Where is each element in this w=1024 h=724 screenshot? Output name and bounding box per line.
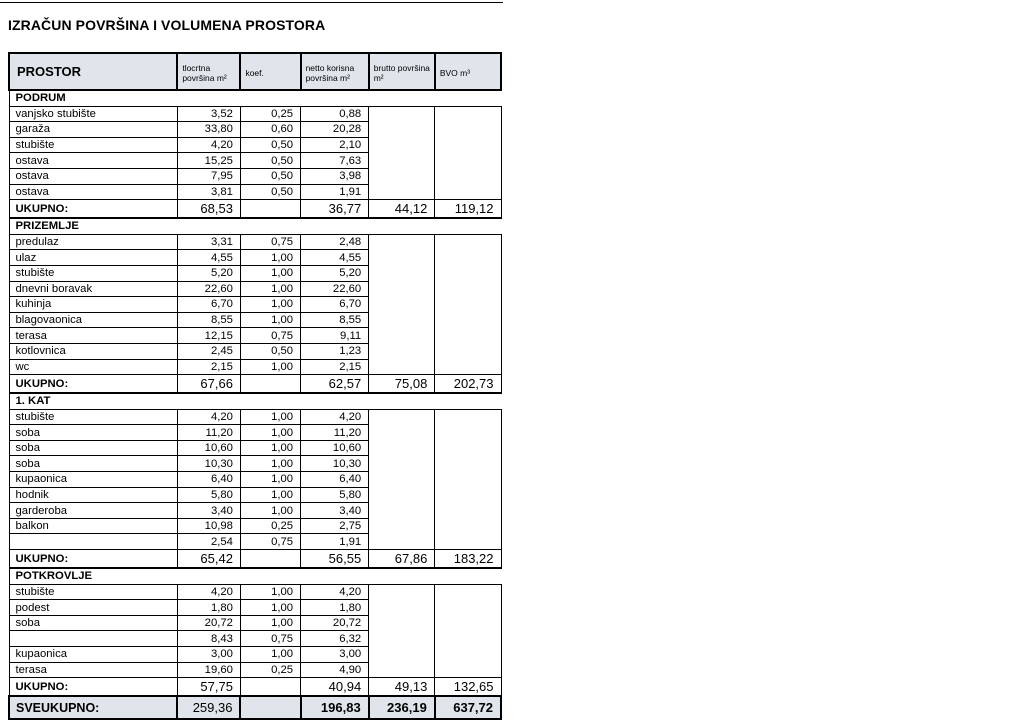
room-name-cell: terasa <box>9 328 177 344</box>
bvo-empty-cell <box>435 518 501 534</box>
table-row <box>9 343 501 359</box>
koef-cell: 1,00 <box>240 472 300 488</box>
netto-cell: 5,20 <box>301 265 369 281</box>
room-name-cell: hodnik <box>9 487 177 503</box>
total-bvo: 119,12 <box>435 200 501 219</box>
netto-cell: 22,60 <box>301 281 369 297</box>
netto-cell: 6,70 <box>301 297 369 313</box>
total-tlocrtna: 65,42 <box>177 550 240 569</box>
brutto-empty-cell <box>369 234 435 250</box>
room-name-cell: vanjsko stubište <box>9 106 177 122</box>
brutto-empty-cell <box>369 600 435 616</box>
table-row <box>9 503 501 519</box>
netto-cell: 11,20 <box>301 425 369 441</box>
room-name-cell: soba <box>9 456 177 472</box>
bvo-empty-cell <box>435 137 501 153</box>
header-koef: koef. <box>240 53 300 90</box>
table-row <box>9 312 501 328</box>
koef-cell: 0,60 <box>240 122 300 138</box>
total-tlocrtna: 57,75 <box>177 678 240 697</box>
tlocrtna-cell: 10,30 <box>177 456 240 472</box>
tlocrtna-cell: 20,72 <box>177 615 240 631</box>
tlocrtna-cell: 5,80 <box>177 487 240 503</box>
koef-cell: 1,00 <box>240 456 300 472</box>
room-name-cell: predulaz <box>9 234 177 250</box>
grand-total-label: SVEUKUPNO: <box>9 696 177 719</box>
brutto-empty-cell <box>369 425 435 441</box>
netto-cell: 5,80 <box>301 487 369 503</box>
room-name-cell: ostava <box>9 168 177 184</box>
tlocrtna-cell: 2,15 <box>177 359 240 375</box>
section-total-row <box>9 200 501 219</box>
bvo-empty-cell <box>435 168 501 184</box>
room-name-cell: kotlovnica <box>9 343 177 359</box>
bvo-empty-cell <box>435 122 501 138</box>
header-tlocrtna: tlocrtna površina m² <box>177 53 240 90</box>
table-row <box>9 184 501 200</box>
room-name-cell: balkon <box>9 518 177 534</box>
bvo-empty-cell <box>435 503 501 519</box>
header-brutto: brutto površina m² <box>369 53 435 90</box>
bvo-empty-cell <box>435 584 501 600</box>
brutto-empty-cell <box>369 153 435 169</box>
koef-cell: 1,00 <box>240 312 300 328</box>
brutto-empty-cell <box>369 137 435 153</box>
table-row <box>9 409 501 425</box>
room-name-cell: kuhinja <box>9 297 177 313</box>
netto-cell: 20,28 <box>301 122 369 138</box>
tlocrtna-cell: 2,45 <box>177 343 240 359</box>
table-row <box>9 359 501 375</box>
tlocrtna-cell: 3,00 <box>177 647 240 663</box>
table-row <box>9 487 501 503</box>
brutto-empty-cell <box>369 168 435 184</box>
brutto-empty-cell <box>369 472 435 488</box>
bvo-empty-cell <box>435 647 501 663</box>
table-row <box>9 153 501 169</box>
tlocrtna-cell: 19,60 <box>177 662 240 678</box>
bvo-empty-cell <box>435 153 501 169</box>
section-heading: POTKROVLJE <box>9 568 177 584</box>
total-label: UKUPNO: <box>9 678 177 697</box>
brutto-empty-cell <box>369 312 435 328</box>
tlocrtna-cell: 4,20 <box>177 584 240 600</box>
bvo-empty-cell <box>435 343 501 359</box>
brutto-empty-cell <box>369 265 435 281</box>
total-netto: 56,55 <box>301 550 369 569</box>
section-heading: PODRUM <box>9 90 177 106</box>
grand-total-tlocrtna: 259,36 <box>177 696 240 719</box>
total-tlocrtna: 68,53 <box>177 200 240 219</box>
brutto-empty-cell <box>369 250 435 266</box>
table-row <box>9 631 501 647</box>
table-body <box>9 90 501 719</box>
total-bvo: 202,73 <box>435 375 501 394</box>
koef-cell: 0,75 <box>240 534 300 550</box>
brutto-empty-cell <box>369 584 435 600</box>
netto-cell: 2,10 <box>301 137 369 153</box>
tlocrtna-cell: 33,80 <box>177 122 240 138</box>
section-heading: PRIZEMLJE <box>9 218 177 234</box>
koef-cell: 0,25 <box>240 106 300 122</box>
tlocrtna-cell: 10,60 <box>177 440 240 456</box>
total-label: UKUPNO: <box>9 200 177 219</box>
netto-cell: 4,90 <box>301 662 369 678</box>
koef-cell: 1,00 <box>240 503 300 519</box>
table-header-row <box>9 53 501 90</box>
tlocrtna-cell: 4,20 <box>177 137 240 153</box>
room-name-cell: ostava <box>9 153 177 169</box>
tlocrtna-cell: 3,40 <box>177 503 240 519</box>
total-brutto: 75,08 <box>369 375 435 394</box>
netto-cell: 1,80 <box>301 600 369 616</box>
section-heading-row <box>9 90 501 106</box>
room-name-cell: garaža <box>9 122 177 138</box>
netto-cell: 1,91 <box>301 184 369 200</box>
header-bvo: BVO m³ <box>435 53 501 90</box>
table-row <box>9 328 501 344</box>
total-bvo: 132,65 <box>435 678 501 697</box>
koef-cell: 1,00 <box>240 409 300 425</box>
section-heading-row <box>9 393 501 409</box>
grand-total-bvo: 637,72 <box>435 696 501 719</box>
table-row <box>9 662 501 678</box>
brutto-empty-cell <box>369 503 435 519</box>
brutto-empty-cell <box>369 662 435 678</box>
room-name-cell: blagovaonica <box>9 312 177 328</box>
room-name-cell: stubište <box>9 265 177 281</box>
brutto-empty-cell <box>369 487 435 503</box>
tlocrtna-cell: 6,70 <box>177 297 240 313</box>
koef-cell: 1,00 <box>240 600 300 616</box>
koef-cell: 1,00 <box>240 615 300 631</box>
netto-cell: 10,30 <box>301 456 369 472</box>
room-name-cell: soba <box>9 425 177 441</box>
bvo-empty-cell <box>435 106 501 122</box>
room-name-cell: dnevni boravak <box>9 281 177 297</box>
room-name-cell <box>9 534 177 550</box>
brutto-empty-cell <box>369 440 435 456</box>
table-row <box>9 234 501 250</box>
header-prostor: PROSTOR <box>9 53 177 90</box>
bvo-empty-cell <box>435 615 501 631</box>
bvo-empty-cell <box>435 312 501 328</box>
brutto-empty-cell <box>369 359 435 375</box>
koef-cell: 0,75 <box>240 234 300 250</box>
table-row <box>9 615 501 631</box>
tlocrtna-cell: 3,31 <box>177 234 240 250</box>
room-name-cell <box>9 631 177 647</box>
netto-cell: 9,11 <box>301 328 369 344</box>
table-row <box>9 297 501 313</box>
section-total-row <box>9 550 501 569</box>
tlocrtna-cell: 4,55 <box>177 250 240 266</box>
bvo-empty-cell <box>435 662 501 678</box>
netto-cell: 3,00 <box>301 647 369 663</box>
brutto-empty-cell <box>369 409 435 425</box>
table-row <box>9 456 501 472</box>
table-row <box>9 647 501 663</box>
koef-cell: 1,00 <box>240 265 300 281</box>
koef-cell: 0,25 <box>240 662 300 678</box>
bvo-empty-cell <box>435 359 501 375</box>
tlocrtna-cell: 5,20 <box>177 265 240 281</box>
bvo-empty-cell <box>435 600 501 616</box>
table-row <box>9 106 501 122</box>
netto-cell: 6,32 <box>301 631 369 647</box>
total-koef-empty <box>240 200 300 219</box>
brutto-empty-cell <box>369 106 435 122</box>
total-tlocrtna: 67,66 <box>177 375 240 394</box>
netto-cell: 8,55 <box>301 312 369 328</box>
table-row <box>9 137 501 153</box>
netto-cell: 4,55 <box>301 250 369 266</box>
koef-cell: 1,00 <box>240 647 300 663</box>
brutto-empty-cell <box>369 343 435 359</box>
netto-cell: 20,72 <box>301 615 369 631</box>
tlocrtna-cell: 15,25 <box>177 153 240 169</box>
netto-cell: 2,48 <box>301 234 369 250</box>
total-bvo: 183,22 <box>435 550 501 569</box>
koef-cell: 0,75 <box>240 631 300 647</box>
brutto-empty-cell <box>369 456 435 472</box>
page-title: IZRAČUN POVRŠINA I VOLUMENA PROSTORA <box>8 17 326 33</box>
total-brutto: 44,12 <box>369 200 435 219</box>
tlocrtna-cell: 11,20 <box>177 425 240 441</box>
netto-cell: 1,23 <box>301 343 369 359</box>
total-label: UKUPNO: <box>9 550 177 569</box>
bvo-empty-cell <box>435 425 501 441</box>
koef-cell: 0,50 <box>240 153 300 169</box>
tlocrtna-cell: 6,40 <box>177 472 240 488</box>
bvo-empty-cell <box>435 487 501 503</box>
brutto-empty-cell <box>369 631 435 647</box>
total-label: UKUPNO: <box>9 375 177 394</box>
tlocrtna-cell: 4,20 <box>177 409 240 425</box>
section-heading: 1. KAT <box>9 393 177 409</box>
koef-cell: 1,00 <box>240 250 300 266</box>
total-koef-empty <box>240 375 300 394</box>
table-row <box>9 472 501 488</box>
bvo-empty-cell <box>435 328 501 344</box>
bvo-empty-cell <box>435 409 501 425</box>
tlocrtna-cell: 8,55 <box>177 312 240 328</box>
table-row <box>9 122 501 138</box>
netto-cell: 4,20 <box>301 409 369 425</box>
room-name-cell: soba <box>9 615 177 631</box>
koef-cell: 0,50 <box>240 137 300 153</box>
total-brutto: 49,13 <box>369 678 435 697</box>
netto-cell: 3,40 <box>301 503 369 519</box>
koef-cell: 0,75 <box>240 328 300 344</box>
room-name-cell: kupaonica <box>9 647 177 663</box>
bvo-empty-cell <box>435 631 501 647</box>
koef-cell: 1,00 <box>240 425 300 441</box>
bvo-empty-cell <box>435 250 501 266</box>
netto-cell: 7,63 <box>301 153 369 169</box>
koef-cell: 1,00 <box>240 440 300 456</box>
brutto-empty-cell <box>369 647 435 663</box>
brutto-empty-cell <box>369 518 435 534</box>
section-heading-row <box>9 218 501 234</box>
top-rule <box>0 2 503 3</box>
bvo-empty-cell <box>435 534 501 550</box>
room-name-cell: podest <box>9 600 177 616</box>
room-name-cell: terasa <box>9 662 177 678</box>
table-row <box>9 440 501 456</box>
table-row <box>9 425 501 441</box>
bvo-empty-cell <box>435 456 501 472</box>
tlocrtna-cell: 2,54 <box>177 534 240 550</box>
room-name-cell: garderoba <box>9 503 177 519</box>
netto-cell: 6,40 <box>301 472 369 488</box>
area-volume-table <box>8 52 502 720</box>
grand-total-koef-empty <box>240 696 300 719</box>
netto-cell: 10,60 <box>301 440 369 456</box>
room-name-cell: wc <box>9 359 177 375</box>
tlocrtna-cell: 10,98 <box>177 518 240 534</box>
total-netto: 40,94 <box>301 678 369 697</box>
room-name-cell: stubište <box>9 137 177 153</box>
bvo-empty-cell <box>435 281 501 297</box>
koef-cell: 0,50 <box>240 184 300 200</box>
table-row <box>9 600 501 616</box>
netto-cell: 2,75 <box>301 518 369 534</box>
koef-cell: 1,00 <box>240 487 300 503</box>
tlocrtna-cell: 8,43 <box>177 631 240 647</box>
room-name-cell: kupaonica <box>9 472 177 488</box>
table-row <box>9 584 501 600</box>
brutto-empty-cell <box>369 297 435 313</box>
netto-cell: 3,98 <box>301 168 369 184</box>
tlocrtna-cell: 1,80 <box>177 600 240 616</box>
grand-total-row <box>9 696 501 719</box>
netto-cell: 0,88 <box>301 106 369 122</box>
brutto-empty-cell <box>369 534 435 550</box>
koef-cell: 0,25 <box>240 518 300 534</box>
brutto-empty-cell <box>369 281 435 297</box>
tlocrtna-cell: 3,81 <box>177 184 240 200</box>
room-name-cell: ulaz <box>9 250 177 266</box>
section-total-row <box>9 375 501 394</box>
brutto-empty-cell <box>369 184 435 200</box>
table-row <box>9 168 501 184</box>
koef-cell: 0,50 <box>240 343 300 359</box>
koef-cell: 1,00 <box>240 359 300 375</box>
room-name-cell: stubište <box>9 409 177 425</box>
koef-cell: 1,00 <box>240 281 300 297</box>
bvo-empty-cell <box>435 234 501 250</box>
total-koef-empty <box>240 550 300 569</box>
total-brutto: 67,86 <box>369 550 435 569</box>
bvo-empty-cell <box>435 184 501 200</box>
total-koef-empty <box>240 678 300 697</box>
koef-cell: 0,50 <box>240 168 300 184</box>
koef-cell: 1,00 <box>240 297 300 313</box>
tlocrtna-cell: 22,60 <box>177 281 240 297</box>
tlocrtna-cell: 3,52 <box>177 106 240 122</box>
total-netto: 36,77 <box>301 200 369 219</box>
header-netto: netto korisna površina m² <box>301 53 369 90</box>
room-name-cell: stubište <box>9 584 177 600</box>
bvo-empty-cell <box>435 297 501 313</box>
tlocrtna-cell: 12,15 <box>177 328 240 344</box>
section-heading-row <box>9 568 501 584</box>
bvo-empty-cell <box>435 265 501 281</box>
table-row <box>9 250 501 266</box>
table-row <box>9 281 501 297</box>
netto-cell: 1,91 <box>301 534 369 550</box>
netto-cell: 4,20 <box>301 584 369 600</box>
table-row <box>9 518 501 534</box>
table-row <box>9 534 501 550</box>
netto-cell: 2,15 <box>301 359 369 375</box>
table-row <box>9 265 501 281</box>
bvo-empty-cell <box>435 440 501 456</box>
grand-total-netto: 196,83 <box>301 696 369 719</box>
brutto-empty-cell <box>369 328 435 344</box>
tlocrtna-cell: 7,95 <box>177 168 240 184</box>
room-name-cell: ostava <box>9 184 177 200</box>
brutto-empty-cell <box>369 122 435 138</box>
room-name-cell: soba <box>9 440 177 456</box>
section-total-row <box>9 678 501 697</box>
koef-cell: 1,00 <box>240 584 300 600</box>
total-netto: 62,57 <box>301 375 369 394</box>
brutto-empty-cell <box>369 615 435 631</box>
grand-total-brutto: 236,19 <box>369 696 435 719</box>
bvo-empty-cell <box>435 472 501 488</box>
